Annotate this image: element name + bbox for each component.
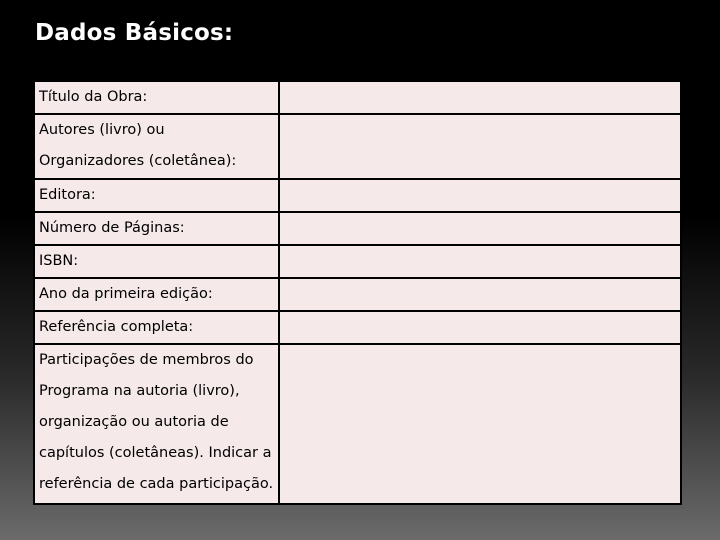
row-label-ano xyxy=(34,278,279,311)
row-value-participacoes[interactable] xyxy=(279,344,681,504)
row-label-autores xyxy=(34,114,279,179)
label-line: Autores (livro) ou xyxy=(39,122,165,138)
label-line: capítulos (coletâneas). Indicar a xyxy=(39,445,272,461)
label-line: Número de Páginas: xyxy=(39,220,185,236)
label-line: Participações de membros do xyxy=(39,352,254,368)
label-line: organização ou autoria de xyxy=(39,414,229,430)
label-line: ISBN: xyxy=(39,253,79,269)
row-label-titulo xyxy=(34,81,279,114)
row-value-autores[interactable] xyxy=(279,114,681,179)
table-row xyxy=(34,278,681,311)
table-row xyxy=(34,212,681,245)
table-row xyxy=(34,81,681,114)
row-value-referencia[interactable] xyxy=(279,311,681,344)
row-label-isbn xyxy=(34,245,279,278)
table-row xyxy=(34,245,681,278)
label-line: Organizadores (coletânea): xyxy=(39,153,237,169)
label-line: Ano da primeira edição: xyxy=(39,286,213,302)
table-row xyxy=(34,344,681,504)
row-label-referencia xyxy=(34,311,279,344)
table-row xyxy=(34,179,681,212)
slide-title: Dados Básicos: xyxy=(35,20,234,46)
row-value-editora[interactable] xyxy=(279,179,681,212)
label-line: Editora: xyxy=(39,187,96,203)
label-line: Programa na autoria (livro), xyxy=(39,383,240,399)
label-line: referência de cada participação. xyxy=(39,476,274,492)
row-label-editora xyxy=(34,179,279,212)
table-row xyxy=(34,114,681,179)
row-value-ano[interactable] xyxy=(279,278,681,311)
row-label-participacoes xyxy=(34,344,279,504)
row-value-titulo[interactable] xyxy=(279,81,681,114)
basic-data-table xyxy=(33,80,682,505)
row-value-paginas[interactable] xyxy=(279,212,681,245)
label-line: Referência completa: xyxy=(39,319,194,335)
table-row xyxy=(34,311,681,344)
row-value-isbn[interactable] xyxy=(279,245,681,278)
row-label-paginas xyxy=(34,212,279,245)
label-line: Título da Obra: xyxy=(39,89,148,105)
